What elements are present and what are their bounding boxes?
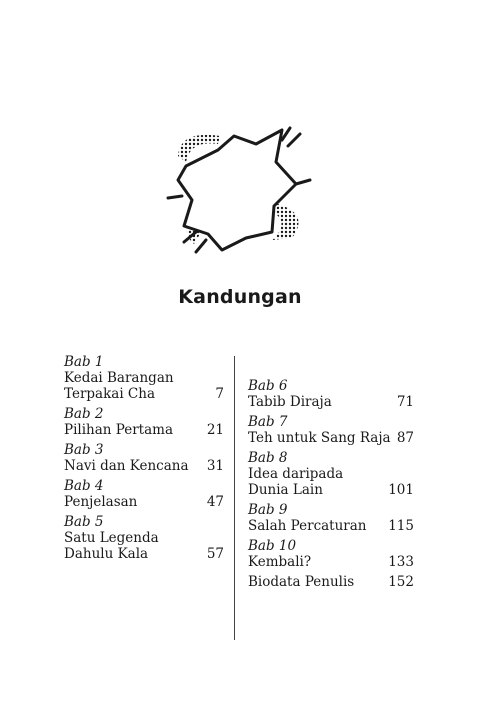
chapter-title: Satu Legenda Dahulu Kala [64, 530, 159, 562]
toc-entry [248, 378, 414, 410]
chapter-label: Bab 1 [64, 354, 104, 370]
page-number: 133 [388, 554, 414, 570]
comic-burst-icon [160, 122, 320, 260]
chapter-label: Bab 3 [64, 442, 104, 458]
toc-left-column [64, 354, 224, 566]
toc-entry [248, 538, 414, 570]
chapter-title: Navi dan Kencana [64, 458, 189, 474]
toc-entry [248, 502, 414, 534]
page-number: 152 [388, 574, 414, 590]
chapter-title: Penjelasan [64, 494, 138, 510]
page-number: 7 [215, 386, 224, 402]
chapter-label: Bab 6 [248, 378, 288, 394]
column-divider [234, 356, 235, 640]
toc-entry [64, 442, 224, 474]
toc-entry [64, 514, 224, 562]
page-number: 21 [206, 422, 224, 438]
chapter-title: Idea daripada Dunia Lain [248, 466, 344, 498]
biodata-title: Biodata Penulis [248, 574, 355, 590]
chapter-label: Bab 5 [64, 514, 104, 530]
chapter-title: Kembali? [248, 554, 312, 570]
page-number: 57 [206, 546, 224, 562]
page-title: Kandungan [178, 286, 302, 308]
chapter-title: Kedai Barangan Terpakai Cha [64, 370, 174, 402]
chapter-title: Pilihan Pertama [64, 422, 174, 438]
toc-right-column [248, 378, 414, 594]
chapter-label: Bab 7 [248, 414, 288, 430]
page-number: 47 [206, 494, 224, 510]
chapter-label: Bab 8 [248, 450, 288, 466]
chapter-title: Salah Percaturan [248, 518, 367, 534]
chapter-label: Bab 9 [248, 502, 288, 518]
toc-entry [64, 354, 224, 402]
chapter-label: Bab 4 [64, 478, 104, 494]
toc-entry [64, 478, 224, 510]
page-number: 71 [396, 394, 414, 410]
toc-entry-biodata [248, 574, 414, 590]
toc-entry [248, 414, 414, 446]
page-number: 87 [396, 430, 414, 446]
chapter-title: Teh untuk Sang Raja [248, 430, 391, 446]
toc-entry [64, 406, 224, 438]
chapter-title: Tabib Diraja [248, 394, 332, 410]
toc-entry [248, 450, 414, 498]
page-number: 101 [388, 482, 414, 498]
page-number: 115 [388, 518, 414, 534]
chapter-label: Bab 2 [64, 406, 104, 422]
page-number: 31 [206, 458, 224, 474]
chapter-label: Bab 10 [248, 538, 297, 554]
